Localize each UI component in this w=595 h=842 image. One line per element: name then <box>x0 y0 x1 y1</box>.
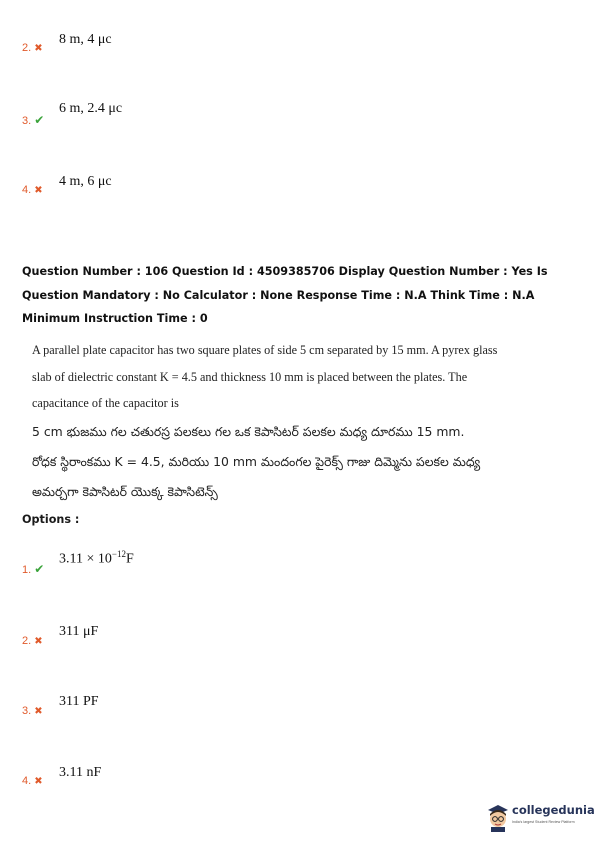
wrong-icon: ✖ <box>34 706 43 717</box>
question-line: slab of dielectric constant K = 4.5 and thickness 10 mm is placed between the plates. The <box>32 370 468 384</box>
option-value: 8 m, 4 μc <box>59 32 112 47</box>
wrong-icon: ✖ <box>34 185 43 196</box>
question-line-telugu: 5 cm భుజము గల చతురస్ర పలకలు గల ఒక కెపాసిటర్ పలకల మధ్య దూరము 15 mm. <box>32 424 465 439</box>
option-value: 311 PF <box>59 694 99 709</box>
question-line-telugu: రోధక స్థిరాంకము K = 4.5, మరియు 10 mm మందంగల పైరెక్స్ గాజు దిమ్మెను పలకల మధ్య <box>32 454 481 469</box>
question-header: Question Number : 106 Question Id : 4509385706 Display Question Number : Yes Is Question Mandatory : No Calculator : None Response Time : N.A Think Time : N.A Minimum Instruction Time : 0 <box>22 265 548 325</box>
wrong-icon: ✖ <box>34 776 43 787</box>
option-value: $3.11 \times 10^{-12}F$ <box>59 549 134 567</box>
logo-wordmark: collegedunia <box>512 803 595 817</box>
option-value: 4 m, 6 μc <box>59 174 112 189</box>
check-icon: ✔ <box>34 113 45 127</box>
check-icon: ✔ <box>34 562 45 576</box>
graduate-face-icon <box>486 802 510 832</box>
option-value: 3.11 nF <box>59 765 102 780</box>
option-number: 2. ✖ <box>22 635 43 647</box>
logo-tagline: India's largest Student Review Platform <box>512 820 575 824</box>
options-label: Options : <box>22 513 80 526</box>
option-number: 3. ✔ <box>22 113 45 127</box>
option-number: 4. ✖ <box>22 775 43 787</box>
wrong-icon: ✖ <box>34 636 43 647</box>
option-number: 1. ✔ <box>22 562 45 576</box>
option-number: 2. ✖ <box>22 42 43 54</box>
question-line: A parallel plate capacitor has two square plates of side 5 cm separated by 15 mm. A pyrex glass <box>32 343 498 357</box>
wrong-icon: ✖ <box>34 43 43 54</box>
option-value: 311 μF <box>59 624 99 639</box>
option-number: 3. ✖ <box>22 705 43 717</box>
option-number: 4. ✖ <box>22 184 43 196</box>
option-value: 6 m, 2.4 μc <box>59 101 123 116</box>
collegedunia-logo <box>486 800 595 834</box>
question-line-telugu: అమర్చగా కెపాసిటర్ యొక్క కెపాసిటెన్స్ <box>32 484 218 499</box>
question-line: capacitance of the capacitor is <box>32 396 179 410</box>
